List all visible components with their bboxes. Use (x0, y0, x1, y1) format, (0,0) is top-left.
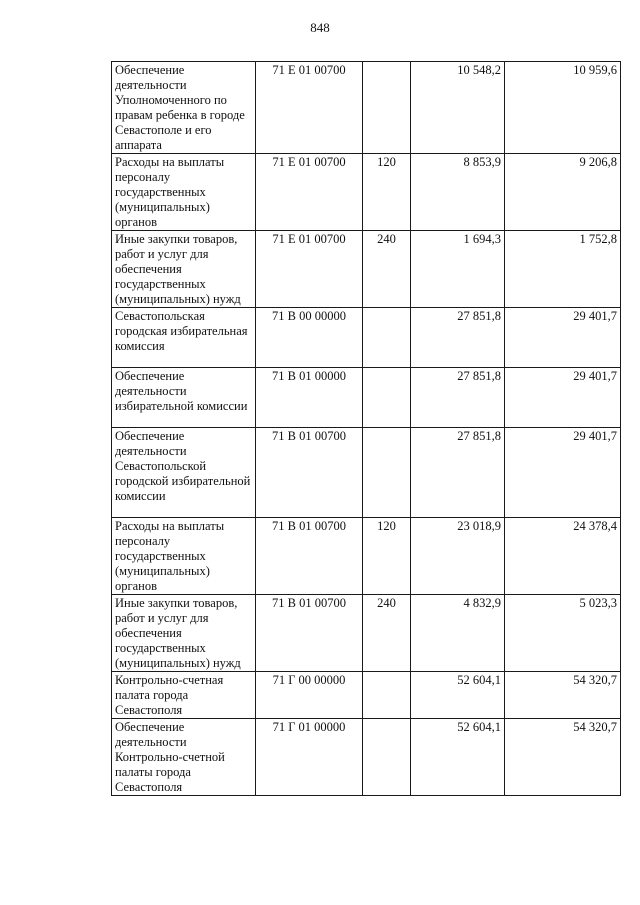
target-article-code-cell: 71 В 00 00000 (256, 308, 363, 368)
table-row (112, 62, 621, 154)
amount-first-year-cell: 27 851,8 (411, 428, 505, 518)
amount-first-year-cell: 1 694,3 (411, 231, 505, 308)
target-article-code-cell: 71 Г 01 00000 (256, 719, 363, 796)
target-article-code-cell: 71 В 01 00000 (256, 368, 363, 428)
amount-second-year-cell: 1 752,8 (505, 231, 621, 308)
amount-first-year-cell: 27 851,8 (411, 368, 505, 428)
amount-second-year-cell: 29 401,7 (505, 428, 621, 518)
expense-name-cell: Обеспечение деятельности избирательной комиссии (112, 368, 256, 428)
expense-type-cell: 120 (363, 518, 411, 595)
expense-name-cell: Севастопольская городская избирательная комиссия (112, 308, 256, 368)
amount-second-year-cell: 54 320,7 (505, 672, 621, 719)
expense-name-cell: Иные закупки товаров, работ и услуг для обеспечения государственных (муниципальных) нужд (112, 595, 256, 672)
expense-type-cell (363, 719, 411, 796)
expense-type-cell (363, 672, 411, 719)
expense-type-cell (363, 368, 411, 428)
table-row (112, 595, 621, 672)
target-article-code-cell: 71 В 01 00700 (256, 428, 363, 518)
amount-second-year-cell: 5 023,3 (505, 595, 621, 672)
target-article-code-cell: 71 Е 01 00700 (256, 154, 363, 231)
amount-second-year-cell: 29 401,7 (505, 368, 621, 428)
table-row (112, 428, 621, 518)
table-row (112, 154, 621, 231)
budget-table (111, 61, 621, 796)
amount-first-year-cell: 8 853,9 (411, 154, 505, 231)
amount-second-year-cell: 54 320,7 (505, 719, 621, 796)
expense-name-cell: Иные закупки товаров, работ и услуг для обеспечения государственных (муниципальных) нужд (112, 231, 256, 308)
table-row (112, 231, 621, 308)
target-article-code-cell: 71 Е 01 00700 (256, 62, 363, 154)
amount-second-year-cell: 9 206,8 (505, 154, 621, 231)
table-row (112, 672, 621, 719)
expense-type-cell (363, 62, 411, 154)
amount-second-year-cell: 24 378,4 (505, 518, 621, 595)
expense-type-cell: 240 (363, 231, 411, 308)
expense-type-cell (363, 428, 411, 518)
expense-type-cell: 240 (363, 595, 411, 672)
target-article-code-cell: 71 Е 01 00700 (256, 231, 363, 308)
expense-name-cell: Контрольно-счетная палата города Севастополя (112, 672, 256, 719)
amount-first-year-cell: 4 832,9 (411, 595, 505, 672)
amount-first-year-cell: 10 548,2 (411, 62, 505, 154)
amount-first-year-cell: 27 851,8 (411, 308, 505, 368)
expense-name-cell: Обеспечение деятельности Уполномоченного по правам ребенка в городе Севастополе и его аппарата (112, 62, 256, 154)
expense-name-cell: Расходы на выплаты персоналу государственных (муниципальных) органов (112, 154, 256, 231)
expense-name-cell: Обеспечение деятельности Севастопольской городской избирательной комиссии (112, 428, 256, 518)
amount-first-year-cell: 52 604,1 (411, 672, 505, 719)
target-article-code-cell: 71 В 01 00700 (256, 518, 363, 595)
amount-first-year-cell: 23 018,9 (411, 518, 505, 595)
expense-type-cell: 120 (363, 154, 411, 231)
amount-second-year-cell: 10 959,6 (505, 62, 621, 154)
target-article-code-cell: 71 Г 00 00000 (256, 672, 363, 719)
amount-first-year-cell: 52 604,1 (411, 719, 505, 796)
table-row (112, 719, 621, 796)
expense-type-cell (363, 308, 411, 368)
table-row (112, 308, 621, 368)
amount-second-year-cell: 29 401,7 (505, 308, 621, 368)
page-number: 848 (310, 20, 330, 35)
target-article-code-cell: 71 В 01 00700 (256, 595, 363, 672)
expense-name-cell: Расходы на выплаты персоналу государственных (муниципальных) органов (112, 518, 256, 595)
table-row (112, 368, 621, 428)
expense-name-cell: Обеспечение деятельности Контрольно-счетной палаты города Севастополя (112, 719, 256, 796)
table-row (112, 518, 621, 595)
